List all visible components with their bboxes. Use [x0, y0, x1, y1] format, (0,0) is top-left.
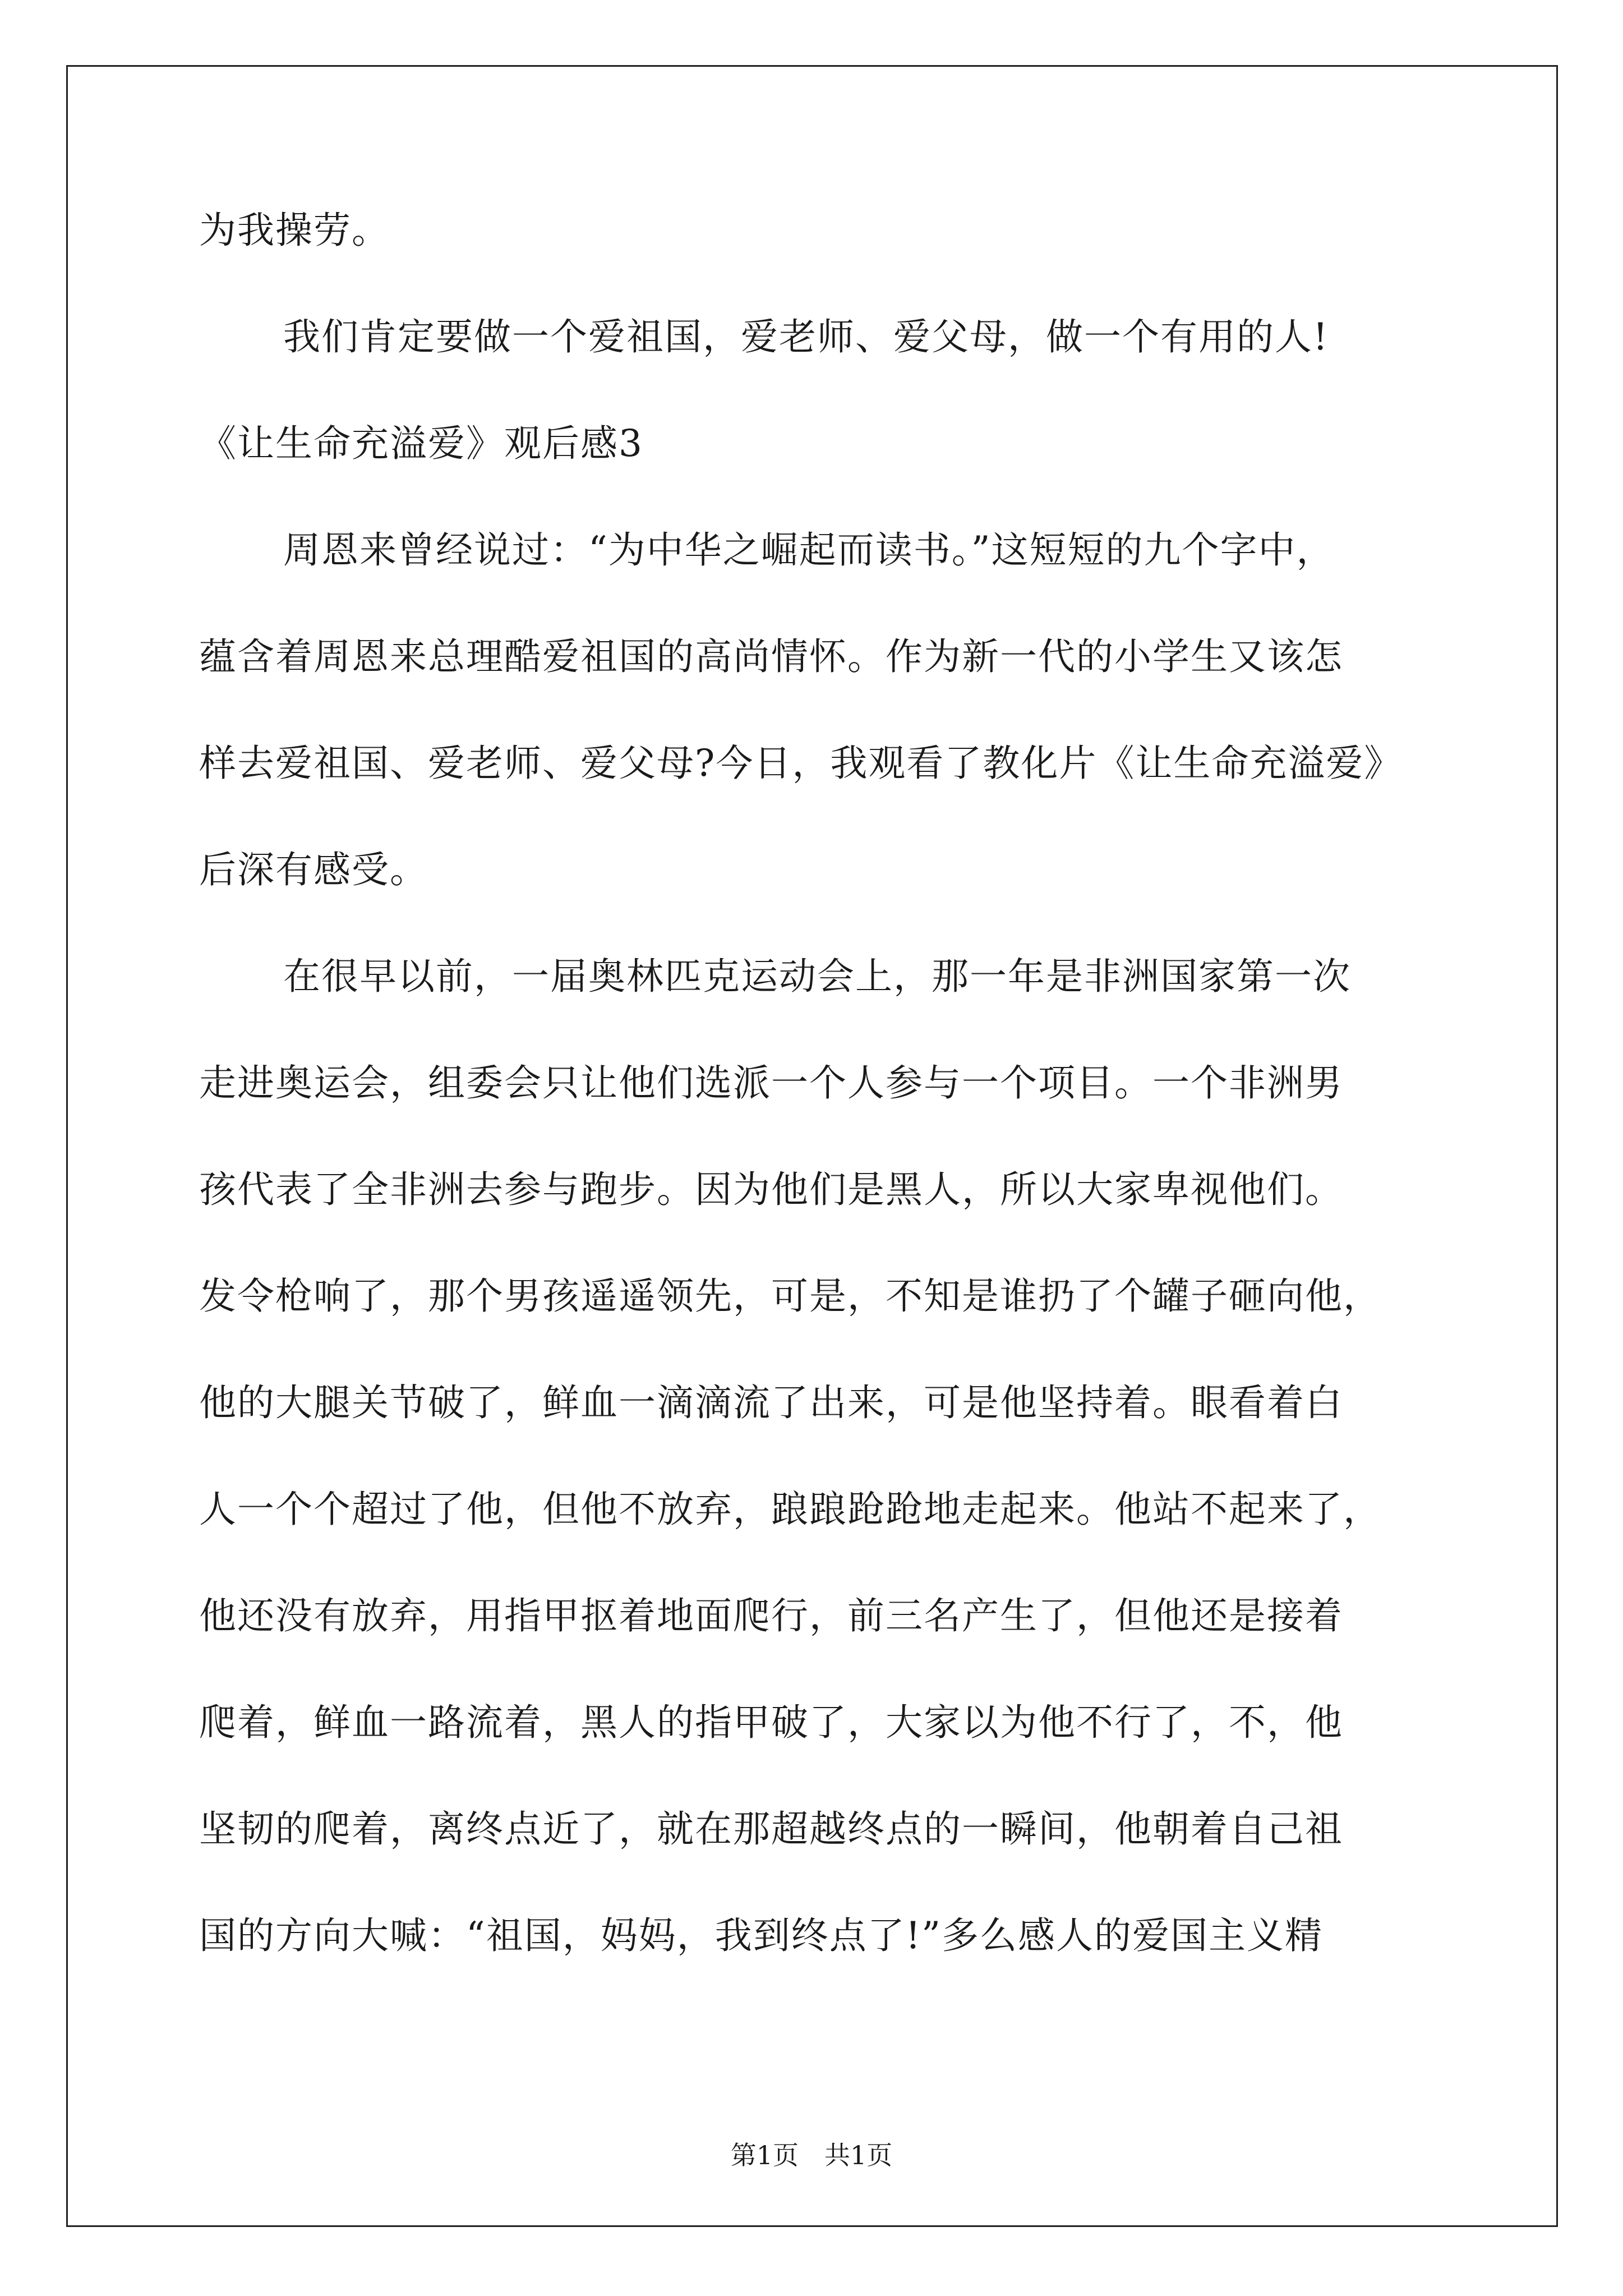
page-footer — [0, 2138, 1623, 2172]
page-number: 第1页 — [730, 2140, 799, 2170]
text-line: 孩代表了全非洲去参与跑步。因为他们是黑人，所以大家卑视他们。 — [199, 1168, 1343, 1211]
text-line: 他的大腿关节破了，鲜血一滴滴流了出来，可是他坚持着。眼看着白 — [199, 1381, 1343, 1424]
text-line: 爬着，鲜血一路流着，黑人的指甲破了，大家以为他不行了，不，他 — [199, 1701, 1343, 1744]
page-border — [66, 65, 1558, 2227]
text-line: 后深有感受。 — [199, 848, 428, 891]
text-line: 人一个个超过了他，但他不放弃，踉踉跄跄地走起来。他站不起来了， — [199, 1488, 1381, 1531]
text-line: 我们肯定要做一个爱祖国，爱老师、爱父母，做一个有用的人! — [283, 315, 1329, 358]
text-line: 样去爱祖国、爱老师、爱父母?今日，我观看了教化片《让生命充溢爱》 — [199, 742, 1403, 785]
text-line: 周恩来曾经说过：“为中华之崛起而读书。”这短短的九个字中， — [283, 528, 1335, 572]
section-title: 《让生命充溢爱》观后感3 — [199, 422, 643, 465]
text-line: 为我操劳。 — [199, 209, 390, 252]
text-line: 国的方向大喊：“祖国，妈妈，我到终点了!”多么感人的爱国主义精 — [199, 1914, 1324, 1957]
page-total: 共1页 — [824, 2140, 893, 2170]
text-line: 他还没有放弃，用指甲抠着地面爬行，前三名产生了，但他还是接着 — [199, 1594, 1343, 1637]
text-line: 坚韧的爬着，离终点近了，就在那超越终点的一瞬间，他朝着自己祖 — [199, 1807, 1343, 1851]
text-line: 蕴含着周恩来总理酷爱祖国的高尚情怀。作为新一代的小学生又该怎 — [199, 635, 1343, 678]
text-line: 发令枪响了，那个男孩遥遥领先，可是，不知是谁扔了个罐子砸向他， — [199, 1274, 1381, 1318]
text-line: 走进奥运会，组委会只让他们选派一个人参与一个项目。一个非洲男 — [199, 1061, 1343, 1105]
text-line: 在很早以前，一届奥林匹克运动会上，那一年是非洲国家第一次 — [283, 955, 1351, 998]
